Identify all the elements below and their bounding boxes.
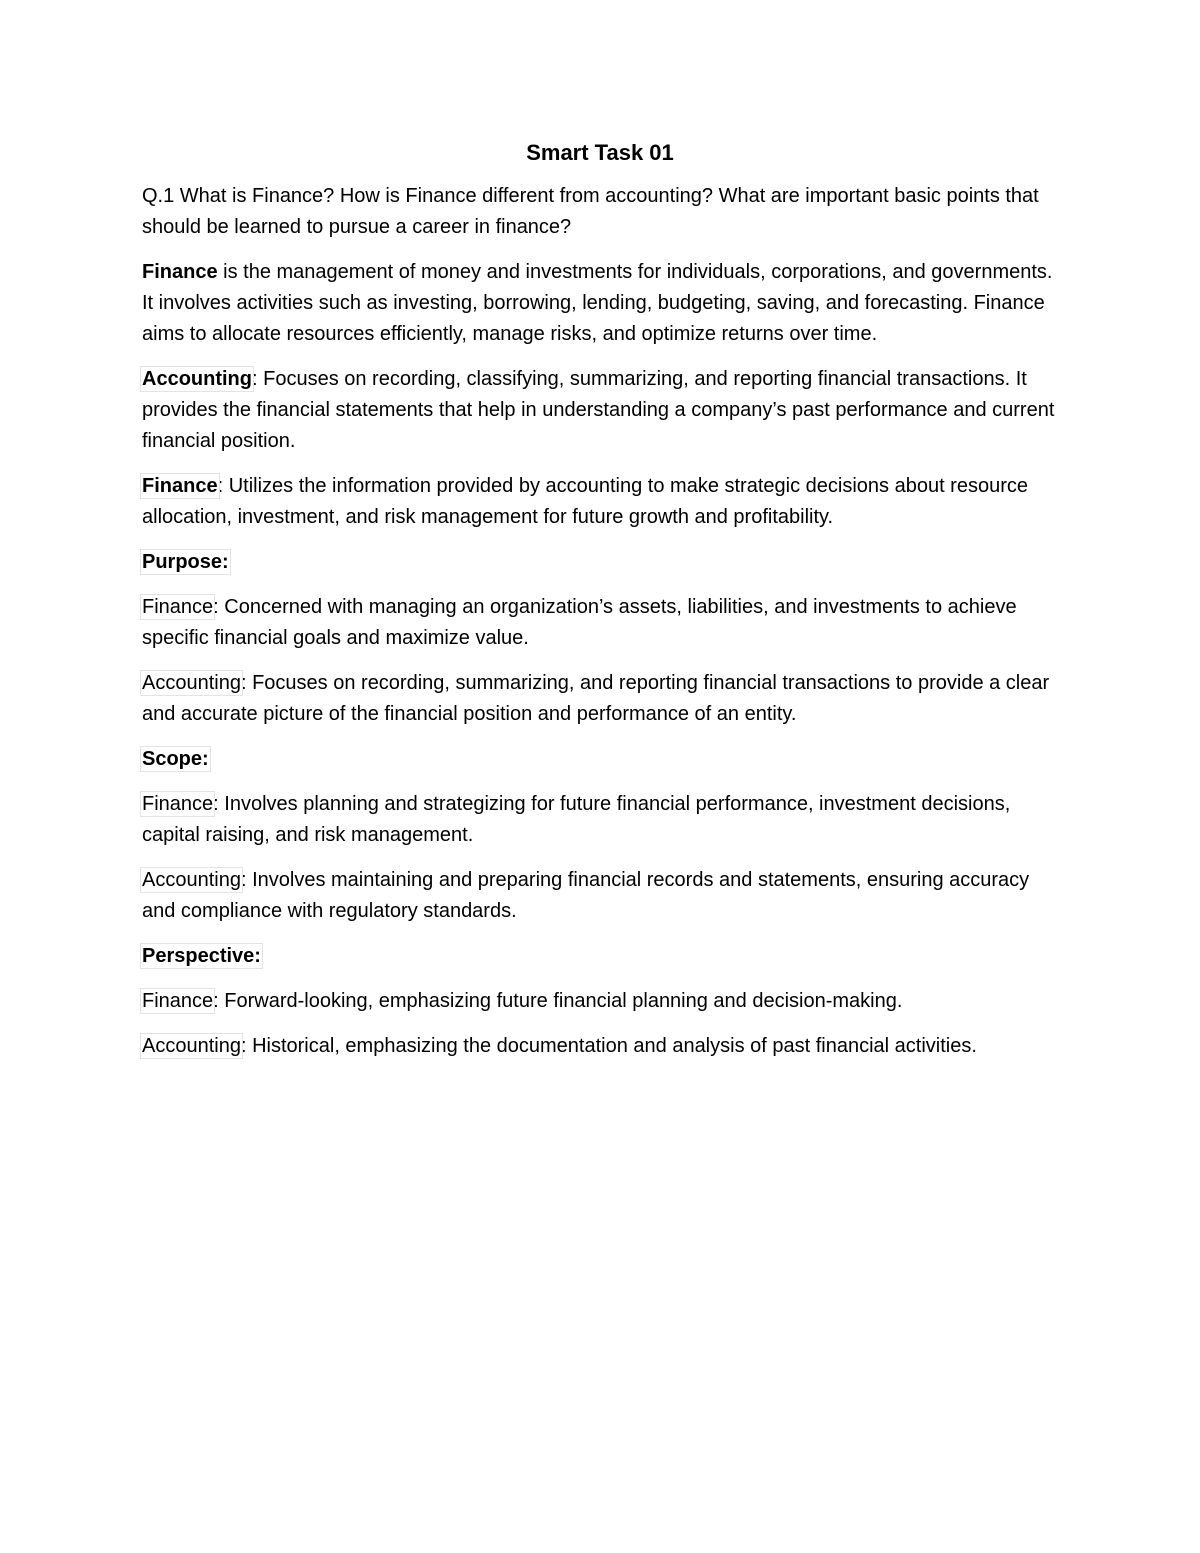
definition-finance	[142, 471, 1058, 533]
purpose-item-finance	[142, 592, 1058, 654]
scope-item-finance	[142, 789, 1058, 851]
item-text: : Involves planning and strategizing for future financial performance, investment decisions, capital raising, and risk management.	[142, 792, 1011, 846]
section-heading-perspective	[142, 941, 1058, 972]
item-text: : Concerned with managing an organization’s assets, liabilities, and investments to achieve specific financial goals and maximize value.	[142, 595, 1017, 649]
section-heading: Purpose:	[142, 550, 229, 573]
section-heading: Perspective:	[142, 944, 261, 967]
purpose-item-accounting	[142, 668, 1058, 730]
item-text: : Forward-looking, emphasizing future financial planning and decision-making.	[213, 989, 903, 1012]
definition-text: : Utilizes the information provided by accounting to make strategic decisions about resource allocation, investment, and risk management for future growth and profitability.	[142, 474, 1028, 528]
document-page	[142, 138, 1058, 1076]
item-text: : Involves maintaining and preparing financial records and statements, ensuring accuracy and compliance with regulatory standards.	[142, 868, 1030, 922]
scope-item-accounting	[142, 865, 1058, 927]
intro-paragraph	[142, 257, 1058, 350]
perspective-item-accounting	[142, 1031, 1058, 1062]
intro-term: Finance	[142, 260, 218, 283]
item-term: Accounting	[142, 868, 241, 891]
definition-term: Finance	[142, 474, 218, 497]
section-heading: Scope:	[142, 747, 209, 770]
document-title: Smart Task 01	[526, 140, 674, 165]
section-heading-scope	[142, 744, 1058, 775]
item-term: Accounting	[142, 671, 241, 694]
definition-accounting	[142, 364, 1058, 457]
item-text: : Historical, emphasizing the documentation and analysis of past financial activities.	[240, 1034, 977, 1057]
definition-term: Accounting	[142, 367, 252, 390]
item-term: Finance	[142, 989, 214, 1012]
definition-text: : Focuses on recording, classifying, summarizing, and reporting financial transactions. It provides the financial statements that help in understanding a company’s past performance and current financial position.	[142, 367, 1055, 452]
intro-text: is the management of money and investments for individuals, corporations, and governments. It involves activities such as investing, borrowing, lending, budgeting, saving, and forecasting. Finance aims to allocate resources efficiently, manage risks, and optimize returns over time.	[142, 260, 1053, 345]
item-text: : Focuses on recording, summarizing, and reporting financial transactions to provide a clear and accurate picture of the financial position and performance of an entity.	[142, 671, 1050, 725]
item-term: Finance	[142, 792, 214, 815]
item-term: Finance	[142, 595, 214, 618]
section-heading-purpose	[142, 547, 1058, 578]
item-term: Accounting	[142, 1034, 241, 1057]
perspective-item-finance	[142, 986, 1058, 1017]
question-paragraph: Q.1 What is Finance? How is Finance different from accounting? What are important basic points that should be learned to pursue a career in finance?	[142, 184, 1039, 238]
